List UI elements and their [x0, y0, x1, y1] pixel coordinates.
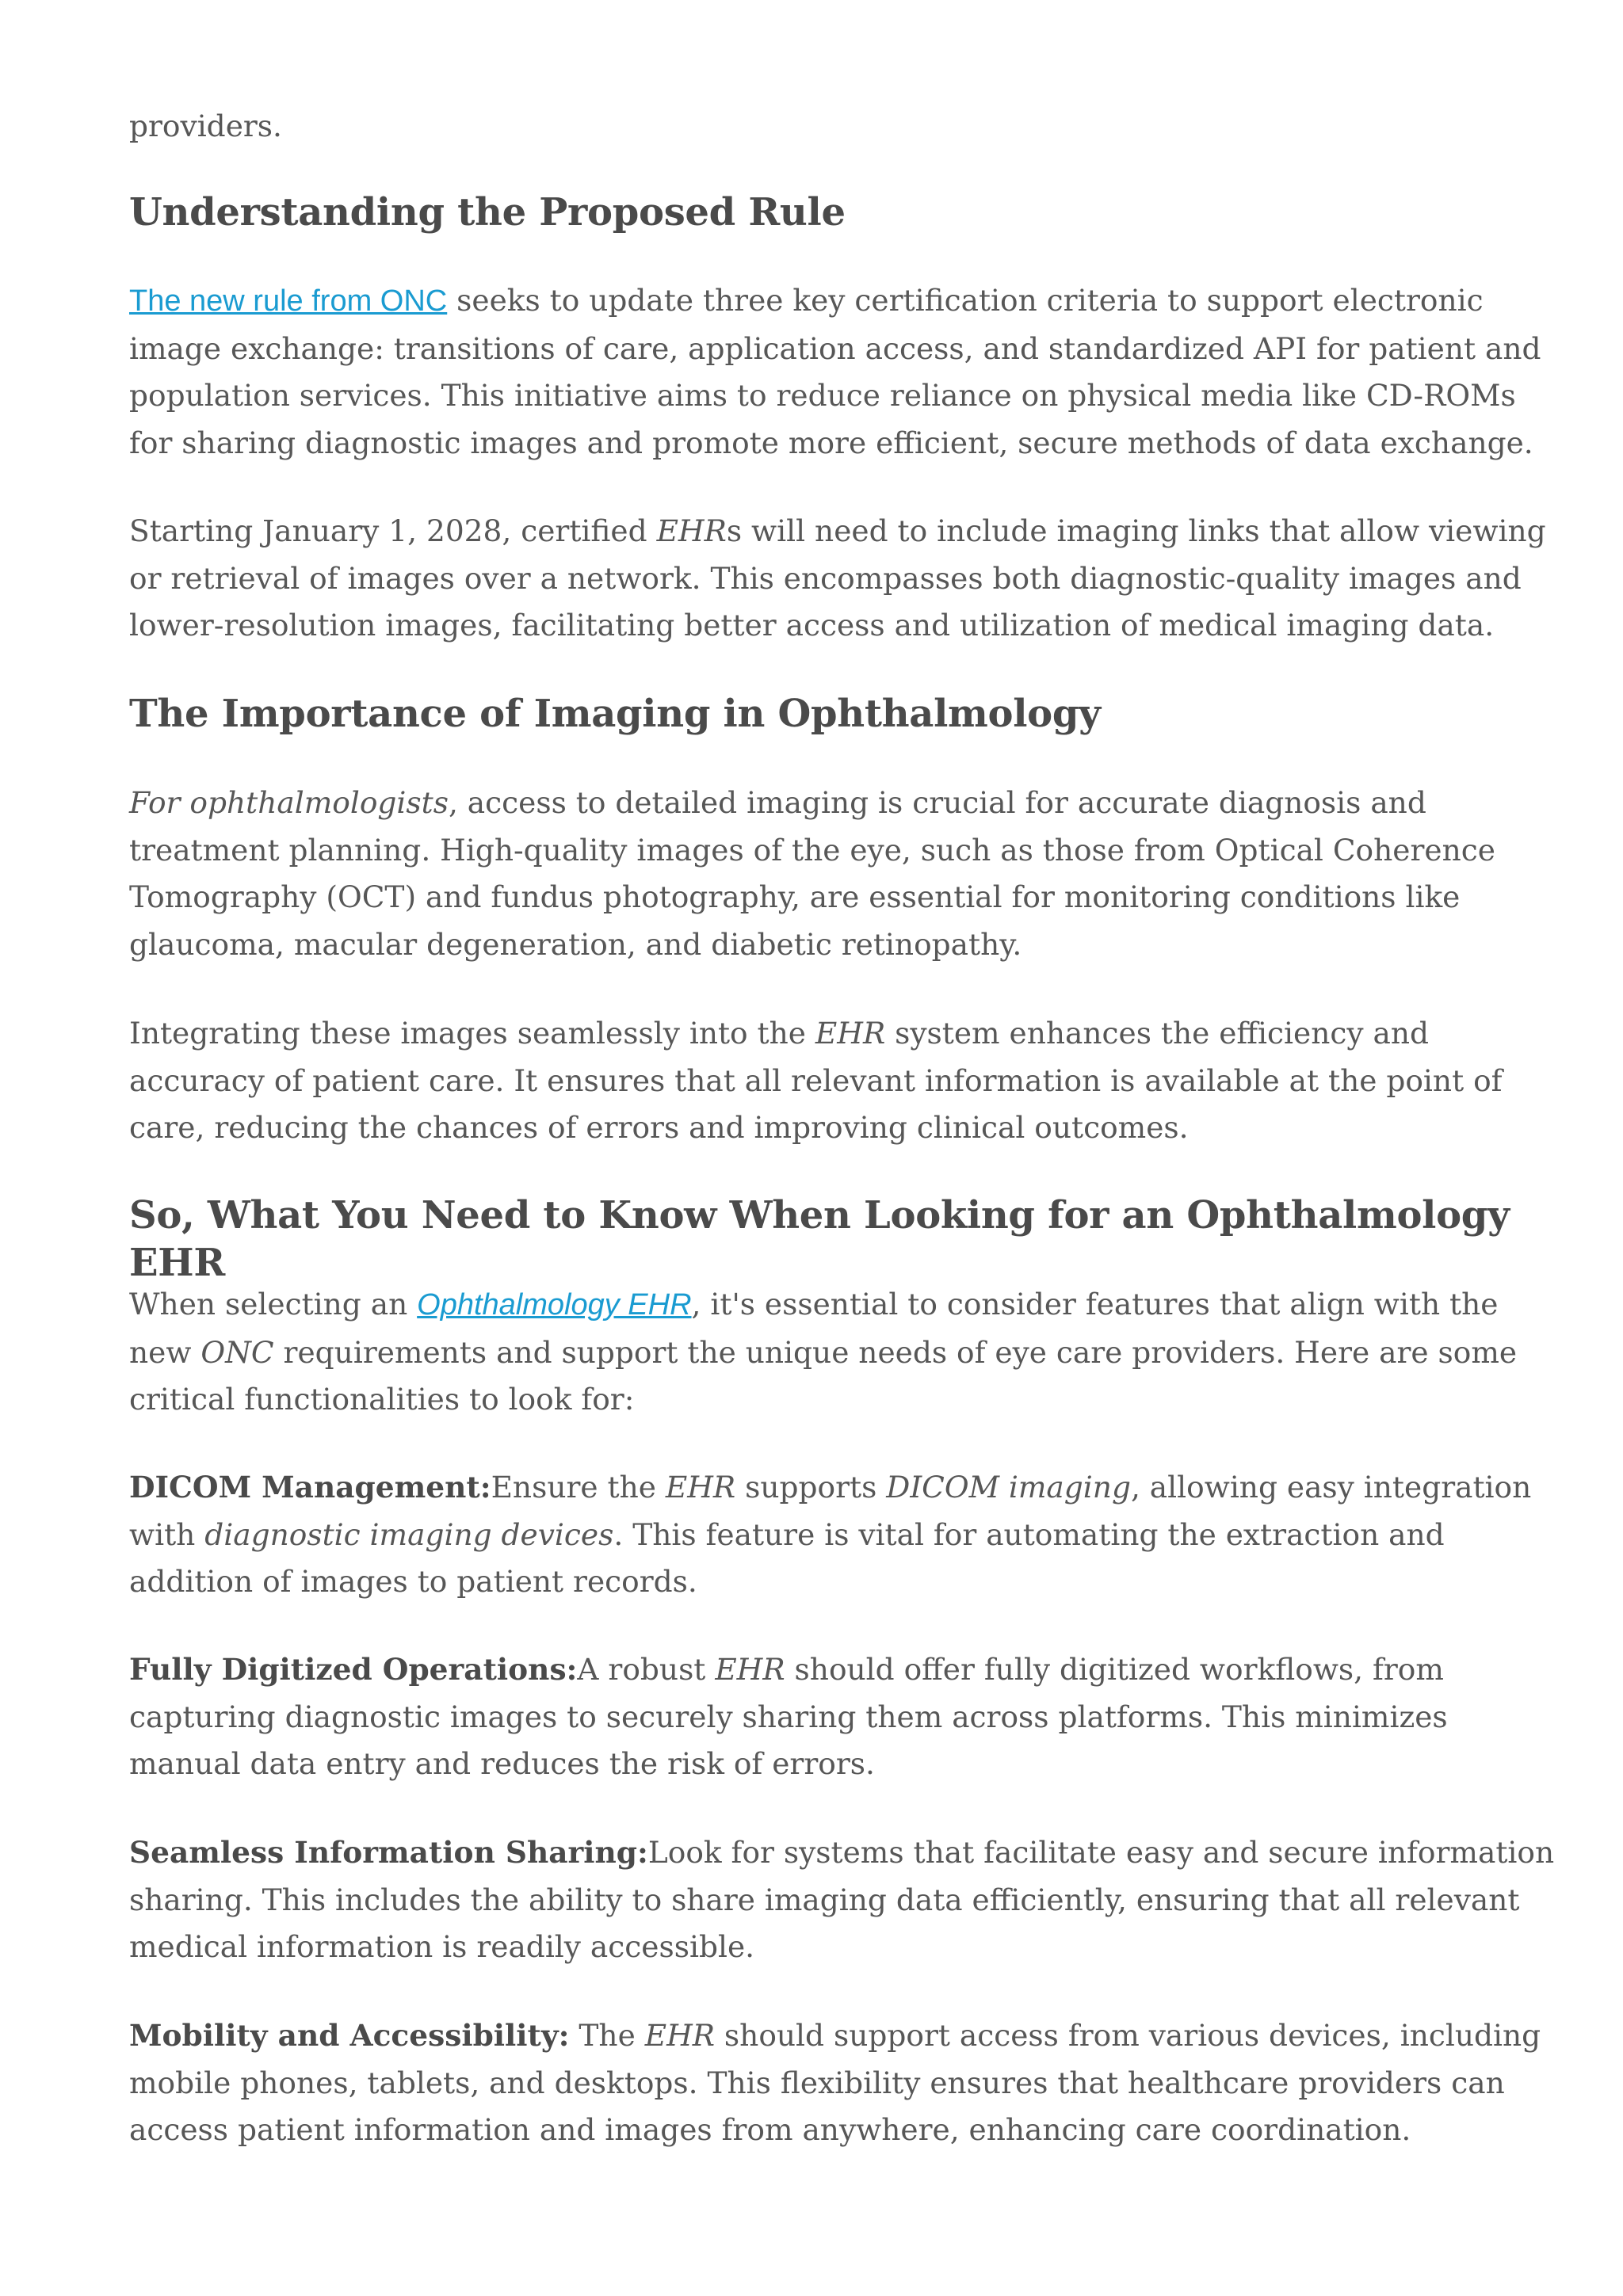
paragraph-selecting-ehr: When selecting an Ophthalmology EHR, it's essential to consider features that align with the new ONC requirements and support the unique needs of eye care providers. Here are some critical functionalities to look for: [129, 1287, 1518, 1417]
onc-rule-link[interactable]: The new rule from ONC [129, 284, 448, 318]
intro-tail-paragraph: providers. [129, 109, 282, 143]
paragraph-proposed-rule-1: The new rule from ONC seeks to update three key certification criteria to support electronic image exchange: transitions of care, application access, and standardized API for patient and population services. This initiative aims to reduce reliance on physical media like CD-ROMs for sharing diagnostic images and promote more efficient, secure methods of data exchange. [129, 283, 1541, 460]
feature-digitized-operations: Fully Digitized Operations:A robust EHR should offer fully digitized workflows, from capturing diagnostic images to securely sharing them across platforms. This minimizes manual data entry and reduces the risk of errors. [129, 1652, 1448, 1781]
section-heading-imaging-importance: The Importance of Imaging in Ophthalmology [129, 692, 1101, 736]
paragraph-imaging-1: For ophthalmologists, access to detailed imaging is crucial for accurate diagnosis and treatment planning. High-quality images of the eye, such as those from Optical Coherence Tomography (OCT) and fundus photography, are essential for monitoring conditions like glaucoma, macular degeneration, and diabetic retinopathy. [129, 785, 1495, 962]
feature-dicom-management: DICOM Management:Ensure the EHR supports DICOM imaging, allowing easy integration with diagnostic imaging devices. This feature is vital for automating the extraction and addition of images to patient records. [129, 1470, 1532, 1599]
ophthalmology-ehr-link[interactable]: Ophthalmology EHR [417, 1288, 692, 1322]
section-heading-what-to-know: So, What You Need to Know When Looking for an Ophthalmology EHR [129, 1193, 1510, 1285]
feature-mobility-accessibility: Mobility and Accessibility: The EHR should support access from various devices, including mobile phones, tablets, and desktops. This flexibility ensures that healthcare providers can access patient information and images from anywhere, enhancing care coordination. [129, 2018, 1541, 2147]
feature-information-sharing: Seamless Information Sharing:Look for systems that facilitate easy and secure information sharing. This includes the ability to share imaging data efficiently, ensuring that all relevant medical information is readily accessible. [129, 1835, 1555, 1964]
section-heading-proposed-rule: Understanding the Proposed Rule [129, 190, 846, 235]
paragraph-proposed-rule-2: Starting January 1, 2028, certified EHRs will need to include imaging links that allow viewing or retrieval of images over a network. This encompasses both diagnostic-quality images and lower-resolution images, facilitating better access and utilization of medical imaging data. [129, 513, 1546, 643]
paragraph-imaging-2: Integrating these images seamlessly into the EHR system enhances the efficiency and accuracy of patient care. It ensures that all relevant information is available at the point of care, reducing the chances of errors and improving clinical outcomes. [129, 1016, 1503, 1145]
